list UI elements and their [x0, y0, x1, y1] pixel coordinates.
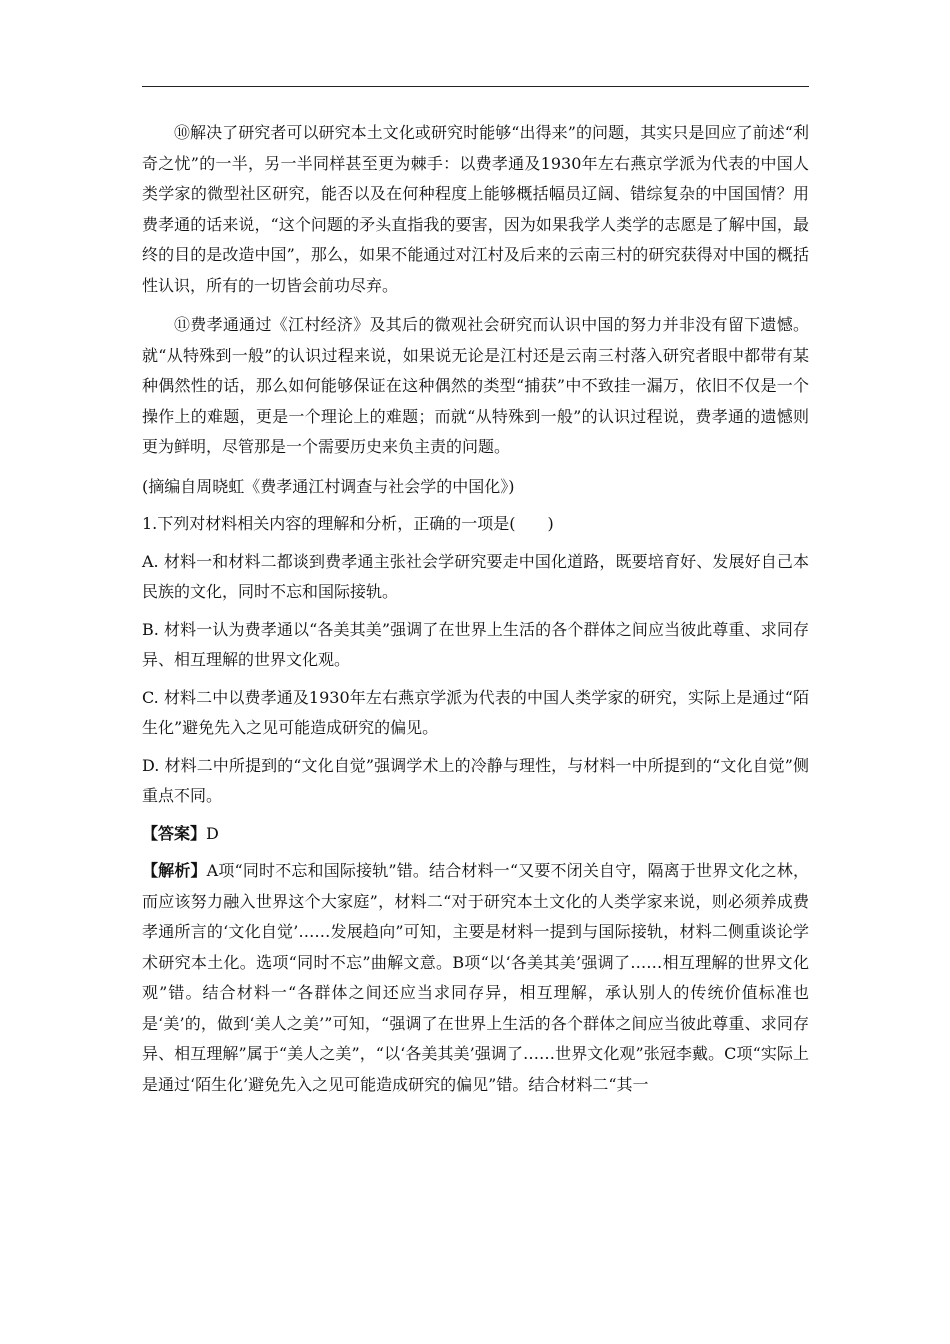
answer-label: 【答案】 [142, 823, 207, 843]
source-citation: (摘编自周晓虹《费孝通江村调查与社会学的中国化》) [142, 476, 515, 496]
document-body [142, 118, 809, 1107]
option-c: C. 材料二中以费孝通及1930年左右燕京学派为代表的中国人类学家的研究，实际上是通过“陌生化”避免先入之见可能造成研究的偏见。 [142, 687, 809, 737]
analysis-label: 【解析】 [142, 861, 207, 880]
question-stem: 1.下列对材料相关内容的理解和分析，正确的一项是( ) [142, 514, 554, 533]
analysis-paragraph [142, 856, 809, 1100]
answer-line [142, 819, 809, 850]
paragraph-11: ⑪费孝通通过《江村经济》及其后的微观社会研究而认识中国的努力并非没有留下遗憾。就“从特殊到一般”的认识过程来说，如果说无论是江村还是云南三村落入研究者眼中都带有某种偶然性的话，那么如何能够保证在这种偶然的类型“捕获”中不致挂一漏万，依旧不仅是一个操作上的难题，更是一个理论上的难题；而就“从特殊到一般”的认识过程说，费孝通的遗憾则更为鲜明，尽管那是一个需要历史来负主责的问题。 [142, 315, 809, 456]
paragraph-10: ⑩解决了研究者可以研究本土文化或研究时能够“出得来”的问题，其实只是回应了前述“利奇之忧”的一半，另一半同样甚至更为棘手：以费孝通及1930年左右燕京学派为代表的中国人类学家的微型社区研究，能否以及在何种程度上能够概括幅员辽阔、错综复杂的中国国情？用费孝通的话来说，“这个问题的矛头直指我的要害，因为如果我学人类学的志愿是了解中国，最终的目的是改造中国”，那么，如果不能通过对江村及后来的云南三村的研究获得对中国的概括性认识，所有的一切皆会前功尽弃。 [142, 123, 809, 295]
option-b: B. 材料一认为费孝通以“各美其美”强调了在世界上生活的各个群体之间应当彼此尊重、求同存异、相互理解的世界文化观。 [142, 619, 809, 669]
option-a: A. 材料一和材料二都谈到费孝通主张社会学研究要走中国化道路，既要培育好、发展好自己本民族的文化，同时不忘和国际接轨。 [142, 551, 809, 601]
answer-value: D [206, 823, 219, 843]
header-rule [142, 86, 809, 87]
analysis-text: A项“同时不忘和国际接轨”错。结合材料一“又要不闭关自守，隔离于世界文化之林，而应该努力融入世界这个大家庭”，材料二“对于研究本土文化的人类学家来说，则必须养成费孝通所言的‘文化自觉’……发展趋向”可知，主要是材料一提到与国际接轨，材料二侧重谈论学术研究本土化。选项“同时不忘”曲解文意。B项“以‘各美其美’强调了……相互理解的世界文化观”错。结合材料一“各群体之间还应当求同存异，相互理解，承认别人的传统价值标准也是‘美’的，做到‘美人之美’”可知，“强调了在世界上生活的各个群体之间应当彼此尊重、求同存异、相互理解”属于“美人之美”，“以‘各美其美’强调了……世界文化观”张冠李戴。C项“实际上是通过‘陌生化’避免先入之见可能造成研究的偏见”错。结合材料二“其一 [142, 861, 809, 1094]
option-d: D. 材料二中所提到的“文化自觉”强调学术上的冷静与理性，与材料一中所提到的“文化自觉”侧重点不同。 [142, 755, 809, 805]
